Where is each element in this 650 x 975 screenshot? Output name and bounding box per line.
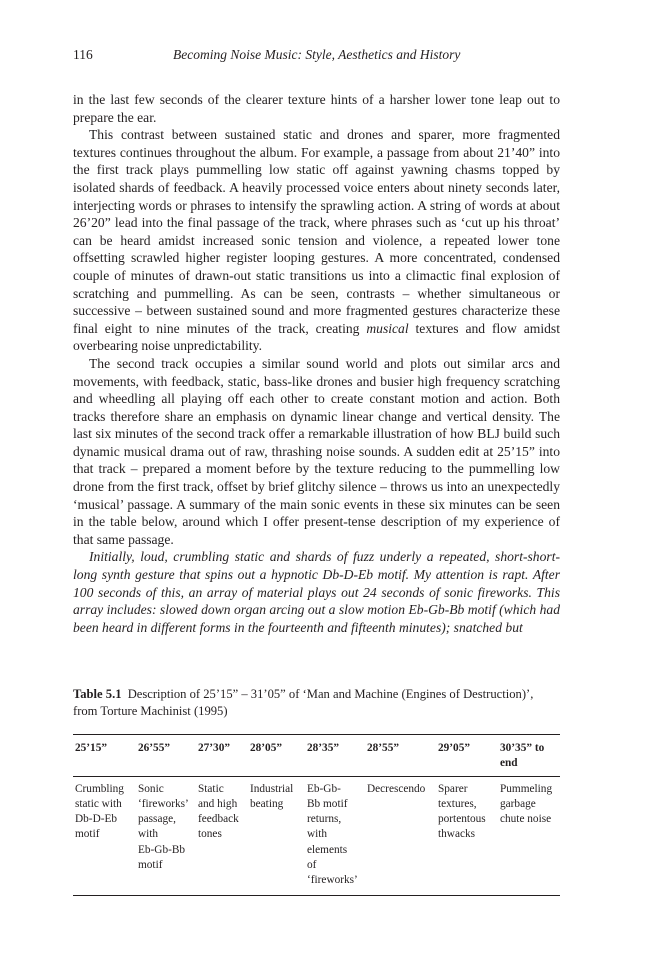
cell-line: textures, (438, 797, 477, 810)
page-number: 116 (73, 47, 93, 62)
table-cell (365, 776, 436, 895)
cell-line: with (138, 828, 159, 841)
paragraph-2-emphasis: musical (366, 320, 409, 336)
cell-line: static with (75, 797, 122, 810)
cell-line: returns, (307, 813, 342, 826)
cell-line: Db-D-Eb (75, 813, 118, 826)
cell-line: portentous (438, 813, 486, 826)
column-header: 30’35” to end (498, 735, 560, 777)
cell-line: Bb motif (307, 797, 348, 810)
column-header: 28’05” (248, 735, 305, 777)
paragraph-2-end: textures and flow amidst overbearing noise unpredictability. (73, 320, 561, 354)
cell-line: thwacks (438, 828, 476, 841)
column-header: 26’55” (136, 735, 196, 777)
cell-line: ‘fireworks’ (138, 797, 189, 810)
table-header-row (73, 735, 560, 777)
cell-line: Decrescendo (367, 782, 426, 795)
body-text (73, 91, 560, 636)
running-title: Becoming Noise Music: Style, Aesthetics and History (173, 47, 461, 62)
table-cell (196, 776, 248, 895)
cell-line: beating (250, 797, 284, 810)
paragraph-1: in the last few seconds of the clearer texture hints of a harsher lower tone leap out to prepare the ear. (73, 92, 560, 125)
cell-line: Static (198, 782, 224, 795)
table-cell (498, 776, 560, 895)
cell-line: feedback (198, 813, 239, 826)
column-header: 25’15” (73, 735, 136, 777)
cell-line: garbage (500, 797, 536, 810)
table-caption-label: Table 5.1 (73, 687, 122, 701)
cell-line: Pummeling (500, 782, 553, 795)
cell-line: Crumbling (75, 782, 124, 795)
cell-line: tones (198, 828, 222, 841)
column-header: 28’35” (305, 735, 365, 777)
cell-line: elements (307, 843, 348, 856)
cell-line: Industrial (250, 782, 294, 795)
table-cell (136, 776, 196, 895)
cell-line: passage, (138, 813, 176, 826)
column-header: 28’55” (365, 735, 436, 777)
column-header: 27’30” (196, 735, 248, 777)
table-cell (305, 776, 365, 895)
paragraph-3: The second track occupies a similar sound world and plots out similar arcs and movements, with feedback, static, bass-like drones and busier high frequency scratching and wheedling all playing off each other to create constant motion and action. Both tracks therefore share an emphasis on dynamic linear change and vertical density. The last six minutes of the second track offer a remarkable illustration of how BLJ build such dynamic musical drama out of raw, thrashing noise sounds. A sudden edit at 25’15” into that track – prepared a moment before by the texture reducing to the pummelling low drone from the first track, offset by brief glitchy silence – throws us into an unexpectedly ‘musical’ passage. A summary of the main sonic events in these six minutes can be seen in the table below, around which I offer present-tense description of my experience of that same passage. (73, 355, 560, 547)
paragraph-4: Initially, loud, crumbling static and shards of fuzz underly a repeated, short-short-long synth gesture that spins out a hypnotic Db-D-Eb motif. My attention is rapt. After 100 seconds of this, an array of material plays out 24 seconds of sonic fireworks. This array includes: slowed down organ arcing out a slow motion Eb-Gb-Bb motif (which had been heard in different forms in the fourteenth and fifteenth minutes); snatched but (73, 549, 560, 635)
table-row (73, 776, 560, 895)
cell-line: motif (75, 828, 100, 841)
cell-line: Eb-Gb- (307, 782, 341, 795)
cell-line: chute noise (500, 813, 552, 826)
table-cell (248, 776, 305, 895)
paragraph-2-text: This contrast between sustained static and drones and sparer, more fragmented textures continues throughout the album. For example, a passage from about 21’40” into the first track plays pummelling low static off against yawning chasms topped by isolated shards of feedback. A heavily processed voice enters about ninety seconds later, interjecting words or phrases to intensify the sprawling action. A string of words at about 26’20” lead into the final passage of the track, where phrases such as ‘cut up his throat’ can be heard amidst increased sonic tension and violence, a repeated lower tone offsetting scrawled higher register looping gestures. A more concentrated, condensed couple of minutes of drawn-out static transitions us into a climactic final explosion of scratching and pummelling. As can be seen, contrasts – whether simultaneous or successive – between sustained sound and more fragmented gestures characterize these final eight to nine minutes of the track, creating (73, 127, 560, 336)
cell-line: Sonic (138, 782, 164, 795)
sonic-events-table (73, 734, 560, 896)
table-cell (73, 776, 136, 895)
cell-line: with (307, 828, 328, 841)
cell-line: Eb-Gb-Bb (138, 843, 186, 856)
cell-line: ‘fireworks’ (307, 874, 358, 887)
cell-line: Sparer (438, 782, 468, 795)
table-cell (436, 776, 498, 895)
table-caption-text: Description of 25’15” – 31’05” of ‘Man and Machine (Engines of Destruction)’, from Torture Machinist (1995) (73, 687, 534, 718)
cell-line: and high (198, 797, 238, 810)
table-caption (73, 686, 560, 720)
paragraph-2 (73, 126, 560, 355)
cell-line: of (307, 859, 317, 872)
column-header: 29’05” (436, 735, 498, 777)
cell-line: motif (138, 859, 163, 872)
